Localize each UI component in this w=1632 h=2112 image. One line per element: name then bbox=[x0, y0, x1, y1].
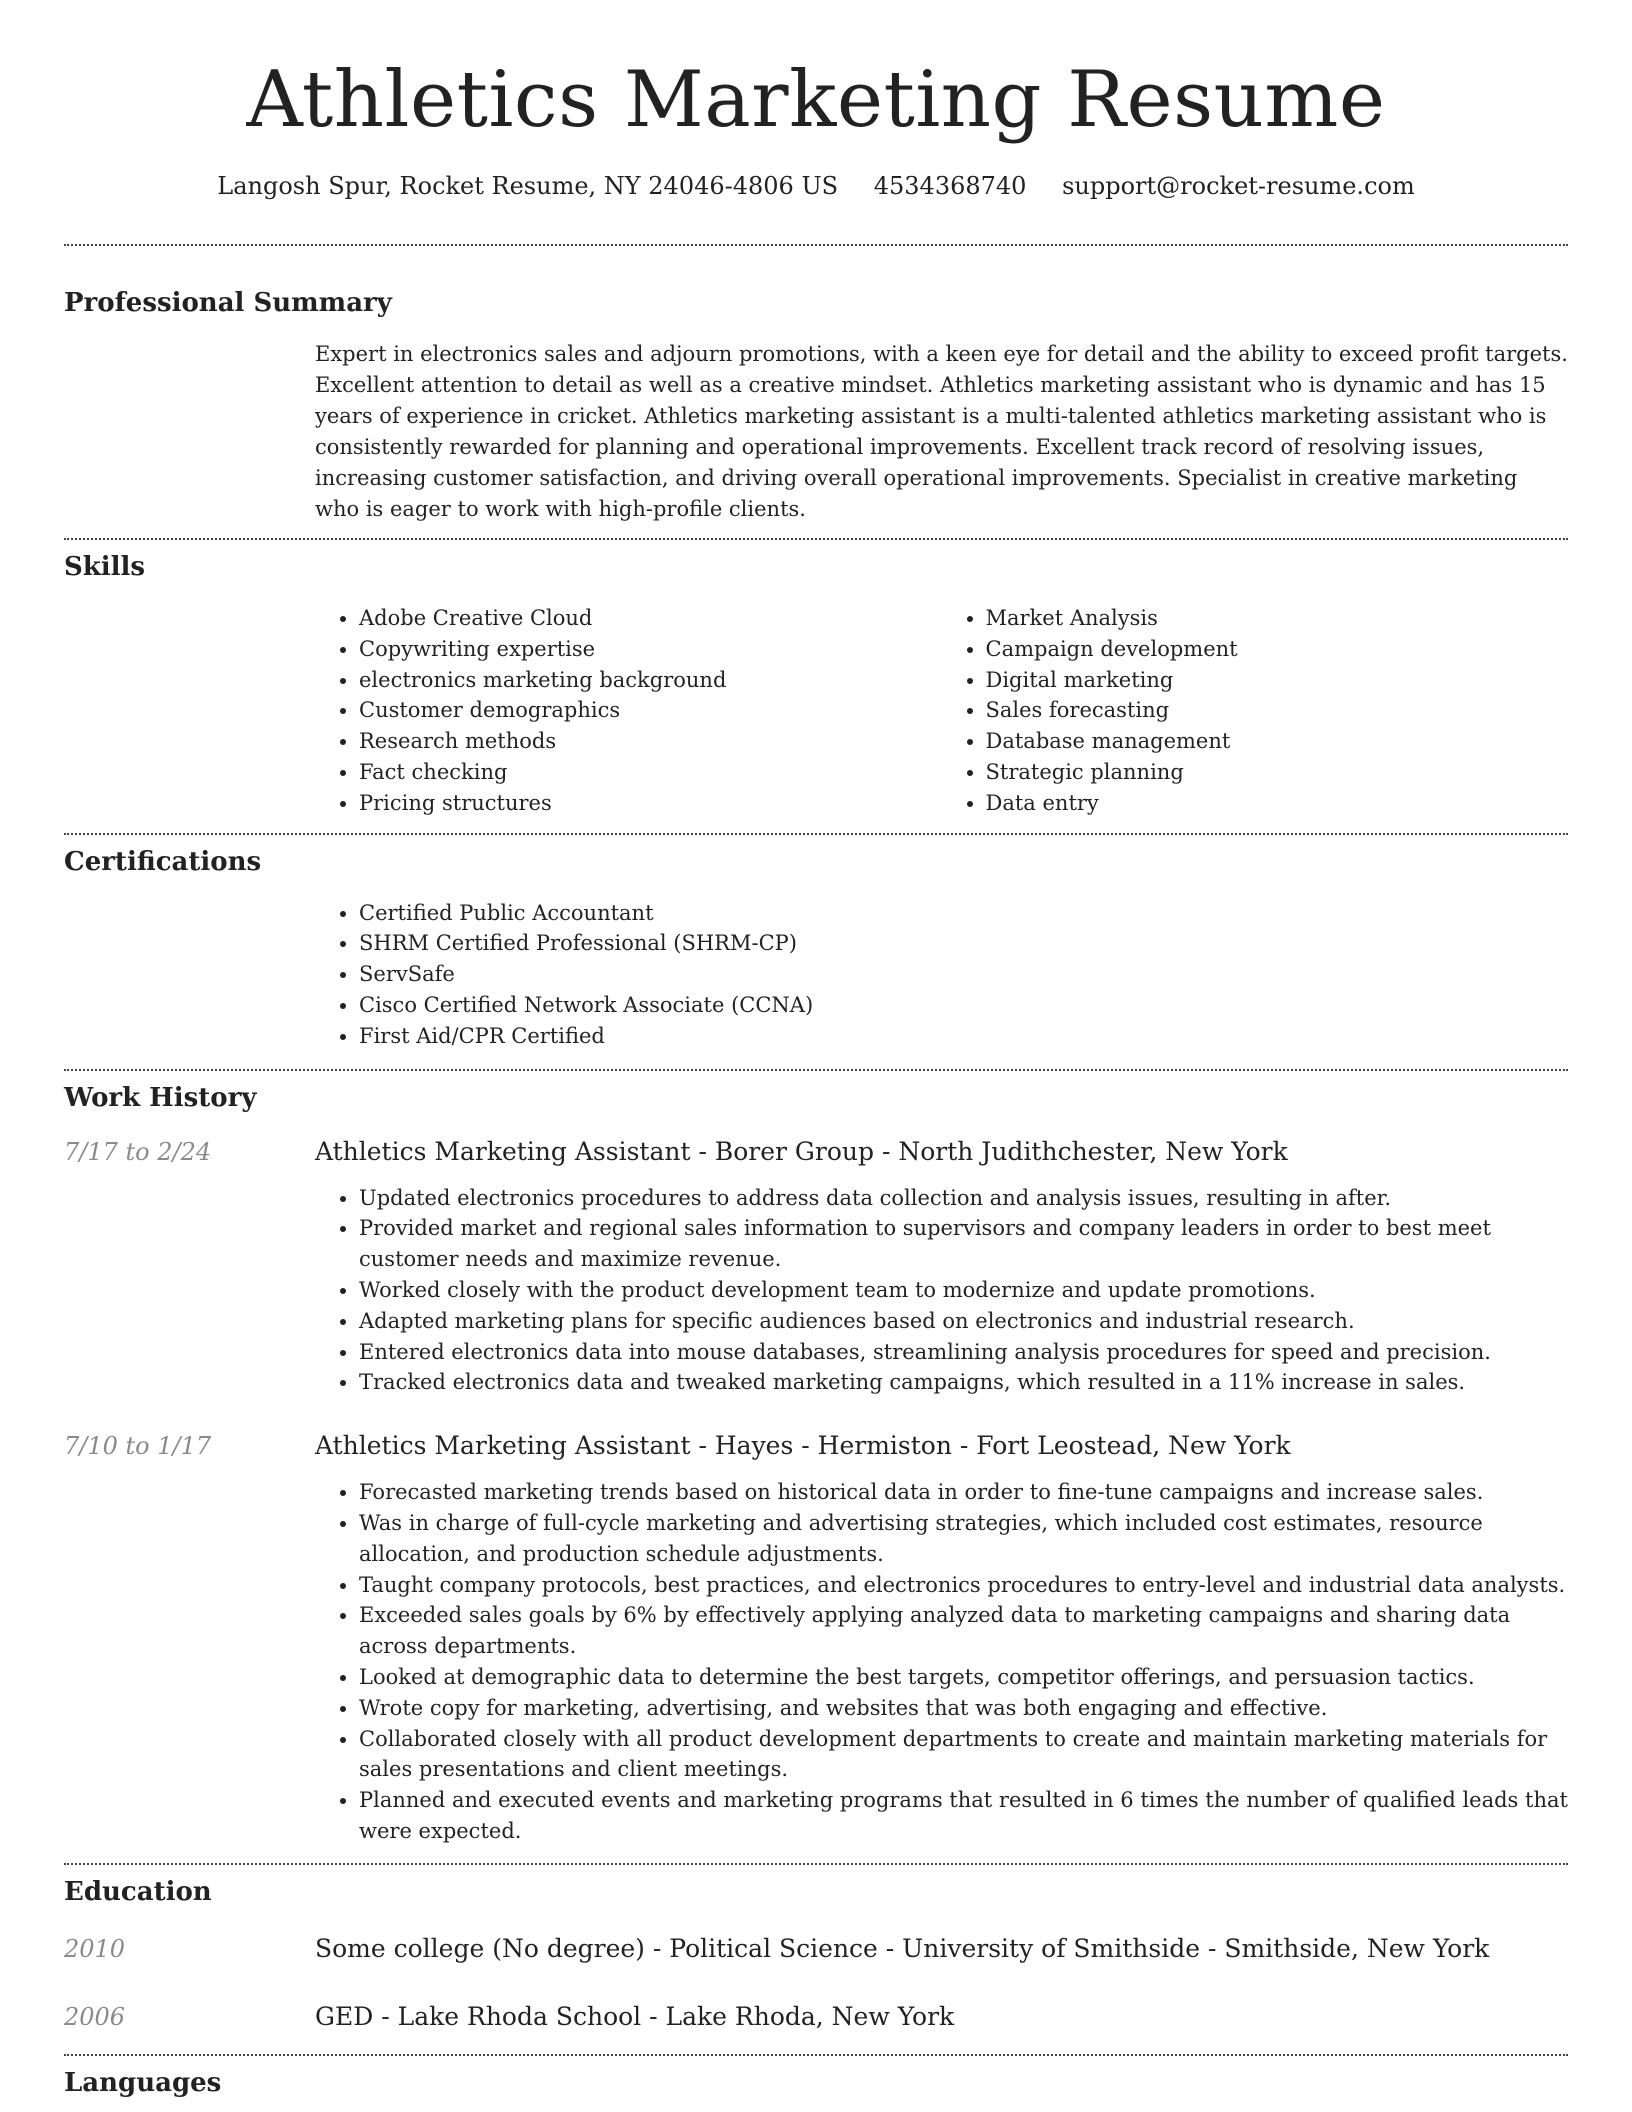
skill-item: • Copywriting expertise bbox=[359, 634, 942, 665]
skill-item: • Data entry bbox=[986, 788, 1569, 819]
job-bullet: • Forecasted marketing trends based on historical data in order to fine-tune campaigns and increase sales. bbox=[359, 1477, 1568, 1508]
job-bullet: • Worked closely with the product development team to modernize and update promotions. bbox=[359, 1275, 1568, 1306]
contact-phone: 4534368740 bbox=[873, 172, 1027, 200]
skills-list-left bbox=[315, 603, 942, 819]
skills-list-right bbox=[942, 603, 1569, 819]
job-bullet: • Adapted marketing plans for specific audiences based on electronics and industrial research. bbox=[359, 1306, 1568, 1337]
summary-section bbox=[64, 286, 1568, 525]
certification-item: • Certified Public Accountant bbox=[359, 898, 1568, 929]
certification-item: • First Aid/CPR Certified bbox=[359, 1021, 1568, 1052]
section-heading-education: Education bbox=[64, 1876, 212, 1907]
skill-item: • Database management bbox=[986, 726, 1569, 757]
certifications-section bbox=[64, 845, 1568, 1052]
job-heading bbox=[315, 1135, 1288, 1169]
job-bullet: • Tracked electronics data and tweaked marketing campaigns, which resulted in a 11% increase in sales. bbox=[359, 1367, 1568, 1398]
skill-item: • Digital marketing bbox=[986, 665, 1569, 696]
education-heading bbox=[315, 1932, 1489, 1966]
skill-item: • Customer demographics bbox=[359, 695, 942, 726]
education-degree: Some college (No degree) bbox=[315, 1933, 645, 1963]
section-divider bbox=[64, 1069, 1568, 1071]
education-degree: GED bbox=[315, 2001, 374, 2031]
summary-text: Expert in electronics sales and adjourn promotions, with a keen eye for detail and the ability to exceed profit targets. Excellent attention to detail as well as a creative mindset. Athletics marketing assistant who is dynamic and has 15 years of experience in cricket. Athletics marketing assistant is a multi-talented athletics marketing assistant who is consistently rewarded for planning and operational improvements. Excellent track record of resolving issues, increasing customer satisfaction, and driving overall operational improvements. Specialist in creative marketing who is eager to work with high-profile clients. bbox=[315, 342, 1568, 521]
job-entry bbox=[64, 1429, 1568, 1463]
section-divider bbox=[64, 538, 1568, 540]
section-heading-summary: Professional Summary bbox=[64, 288, 392, 318]
job-bullet: • Provided market and regional sales information to supervisors and company leaders in order to best meet customer needs and maximize revenue. bbox=[359, 1213, 1568, 1275]
skills-section bbox=[64, 550, 1568, 819]
languages-section bbox=[64, 2066, 1568, 2100]
job-bullet: • Planned and executed events and marketing programs that resulted in 6 times the number of qualified leads that were expected. bbox=[359, 1785, 1568, 1847]
certification-item: • Cisco Certified Network Associate (CCNA) bbox=[359, 990, 1568, 1021]
skill-item: • electronics marketing background bbox=[359, 665, 942, 696]
skills-columns bbox=[315, 603, 1568, 819]
education-details: - Political Science - University of Smithside - Smithside, New York bbox=[644, 1933, 1490, 1963]
skill-item: • Sales forecasting bbox=[986, 695, 1569, 726]
section-heading-work: Work History bbox=[64, 1082, 257, 1113]
education-section bbox=[64, 1875, 1568, 2034]
job-bullets bbox=[315, 1477, 1568, 1847]
job-bullet: • Updated electronics procedures to address data collection and analysis issues, resulting in after. bbox=[359, 1183, 1568, 1214]
job-title: Athletics Marketing Assistant bbox=[315, 1431, 691, 1461]
job-entry bbox=[64, 1135, 1568, 1169]
skill-item: • Market Analysis bbox=[986, 603, 1569, 634]
job-bullet: • Exceeded sales goals by 6% by effectively applying analyzed data to marketing campaigns and sharing data across departments. bbox=[359, 1600, 1568, 1662]
education-details: - Lake Rhoda School - Lake Rhoda, New York bbox=[373, 2001, 955, 2031]
section-divider bbox=[64, 833, 1568, 835]
skill-item: • Research methods bbox=[359, 726, 942, 757]
job-details: - Borer Group - North Judithchester, New York bbox=[690, 1136, 1288, 1166]
resume-title: Athletics Marketing Resume bbox=[246, 55, 1386, 145]
job-dates: 7/17 to 2/24 bbox=[64, 1137, 212, 1166]
education-entry bbox=[64, 1932, 1568, 1966]
section-divider bbox=[64, 1863, 1568, 1865]
certification-item: • SHRM Certified Professional (SHRM-CP) bbox=[359, 928, 1568, 959]
section-heading-languages: Languages bbox=[64, 2067, 222, 2098]
work-history-section bbox=[64, 1081, 1568, 1847]
job-bullets bbox=[315, 1183, 1568, 1399]
job-bullet: • Looked at demographic data to determine the best targets, competitor offerings, and persuasion tactics. bbox=[359, 1662, 1568, 1693]
job-bullet: • Wrote copy for marketing, advertising, and websites that was both engaging and effective. bbox=[359, 1693, 1568, 1724]
education-entry bbox=[64, 2000, 1568, 2034]
resume-page bbox=[64, 0, 1568, 2100]
skill-item: • Pricing structures bbox=[359, 788, 942, 819]
job-details: - Hayes - Hermiston - Fort Leostead, New York bbox=[690, 1431, 1291, 1461]
contact-line bbox=[64, 170, 1568, 202]
job-bullet: • Taught company protocols, best practices, and electronics procedures to entry-level and industrial data analysts. bbox=[359, 1570, 1568, 1601]
job-bullet: • Was in charge of full-cycle marketing and advertising strategies, which included cost estimates, resource allocation, and production schedule adjustments. bbox=[359, 1508, 1568, 1570]
education-heading bbox=[315, 2000, 954, 2034]
section-heading-skills: Skills bbox=[64, 552, 146, 582]
job-title: Athletics Marketing Assistant bbox=[315, 1136, 691, 1166]
job-bullet: • Entered electronics data into mouse databases, streamlining analysis procedures for speed and precision. bbox=[359, 1337, 1568, 1368]
skill-item: • Adobe Creative Cloud bbox=[359, 603, 942, 634]
section-divider bbox=[64, 2054, 1568, 2056]
certifications-list bbox=[315, 898, 1568, 1052]
contact-email: support@rocket-resume.com bbox=[1062, 172, 1415, 200]
skill-item: • Campaign development bbox=[986, 634, 1569, 665]
education-year: 2006 bbox=[64, 2002, 126, 2031]
section-divider bbox=[64, 244, 1568, 246]
contact-address: Langosh Spur, Rocket Resume, NY 24046-4806 US bbox=[217, 172, 839, 200]
job-heading bbox=[315, 1429, 1291, 1463]
skill-item: • Fact checking bbox=[359, 757, 942, 788]
education-year: 2010 bbox=[64, 1934, 126, 1963]
skill-item: • Strategic planning bbox=[986, 757, 1569, 788]
section-heading-certifications: Certifications bbox=[64, 846, 262, 877]
certification-item: • ServSafe bbox=[359, 959, 1568, 990]
job-bullet: • Collaborated closely with all product development departments to create and maintain marketing materials for sales presentations and client meetings. bbox=[359, 1724, 1568, 1786]
job-dates: 7/10 to 1/17 bbox=[64, 1432, 212, 1461]
